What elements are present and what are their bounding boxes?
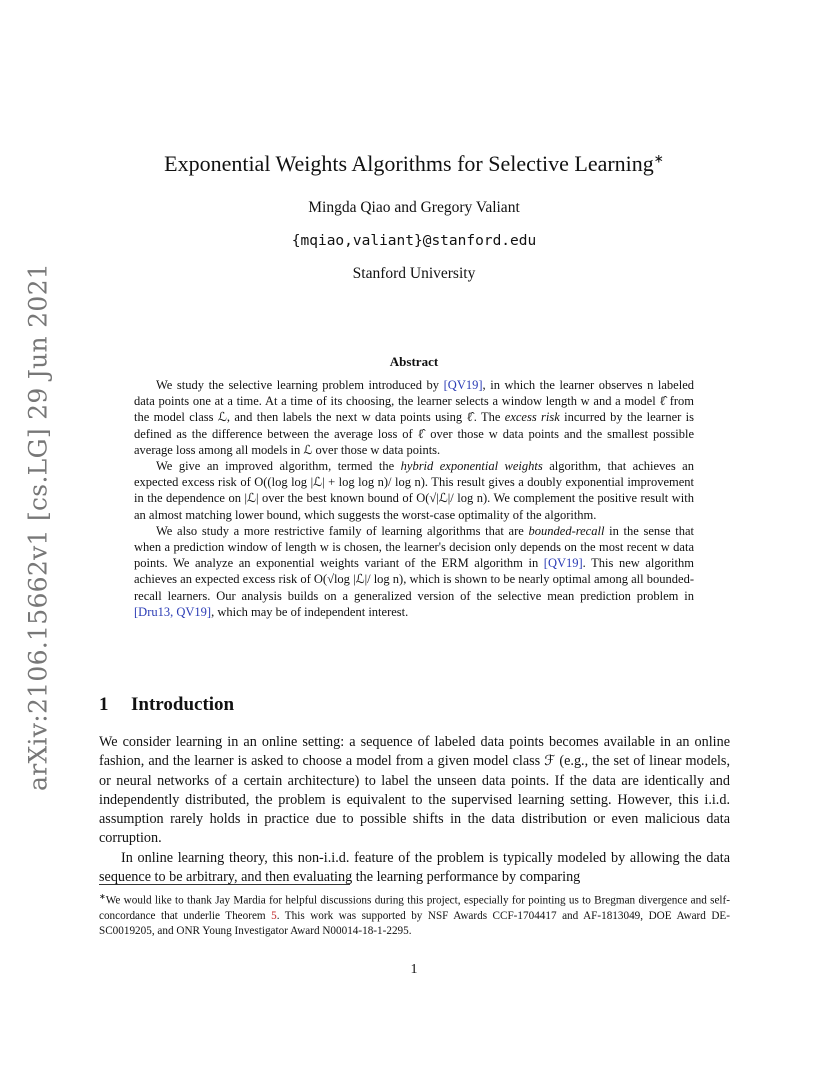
text: We also study a more restrictive family of learning algorithms that are xyxy=(156,523,529,538)
text: , in which the learner observes n labeled data points one at a time. At a time of its choosing, the learner selects a window length w and a model ℓ̂ from the model class ℒ, and then labels the next w data points using ℓ̂. The xyxy=(134,378,694,425)
paper-title xyxy=(0,151,828,177)
section-number: 1 xyxy=(99,694,109,715)
intro-paragraph-1: We consider learning in an online setting: a sequence of labeled data points becomes available in an online fashion, and the learner is asked to choose a model from a given model class ℱ (e.g., the set of linear models, or neural networks of a certain architecture) to label the unseen data points. If the data are identically and independently distributed, the problem is equivalent to the supervised learning setting. However, this i.i.d. assumption rarely holds in practice due to possible shifts in the data distribution or even malicious data corruption. xyxy=(99,734,730,847)
abstract-paragraph-1 xyxy=(134,377,694,458)
abstract-heading: Abstract xyxy=(389,354,439,369)
citation-link[interactable]: [Dru13, QV19] xyxy=(134,604,212,619)
author-email: {mqiao,valiant}@stanford.edu xyxy=(291,233,537,249)
theorem-reference-link[interactable]: 5 xyxy=(271,909,277,922)
citation-link[interactable]: [QV19] xyxy=(543,556,583,571)
text: We study the selective learning problem introduced by xyxy=(156,378,444,392)
page-number: 1 xyxy=(410,962,418,977)
emphasis: excess risk xyxy=(504,410,560,425)
text: algorithm, that achieves an expected excess risk of O((log log |ℒ| + log log n)/ log n). This result gives a doubly exponential improvement in the dependence on |ℒ| over the best known bound of O(√|ℒ|/ log n). We complement the positive result with an almost matching lower bound, which suggests the worst-case optimality of the algorithm. xyxy=(134,459,694,522)
emphasis: bounded-recall xyxy=(528,523,605,538)
citation-link[interactable]: [QV19] xyxy=(443,378,483,392)
text: . This work was supported by NSF Awards CCF-1704417 and AF-1813049, DOE Award DE-SC0019205, and ONR Young Investigator Award N00014-18-1-2295. xyxy=(99,909,730,937)
abstract-paragraph-2 xyxy=(134,458,694,523)
arxiv-identifier: arXiv:2106.15662v1 [cs.LG] 29 Jun 2021 xyxy=(23,262,53,792)
introduction-body xyxy=(99,733,730,887)
text: We would like to thank Jay Mardia for helpful discussions during this project, especially for pointing us to Bregman divergence and self-concordance that underlie Theorem xyxy=(99,894,730,922)
text: . This new algorithm achieves an expected excess risk of O(√log |ℒ|/ log n), which is shown to be nearly optimal among all bounded-recall learners. Our analysis builds on a generalized version of the selective mean prediction problem in xyxy=(134,556,694,603)
footnote-divider xyxy=(99,884,350,885)
footnote xyxy=(99,889,730,939)
text: incurred by the learner is defined as the difference between the average loss of ℓ̂ over those w data points and the smallest possible average loss among all models in ℒ over those w data points. xyxy=(134,410,694,457)
emphasis: hybrid exponential weights xyxy=(400,459,543,474)
section-title: Introduction xyxy=(131,694,235,715)
paper-title-text: Exponential Weights Algorithms for Selective Learning xyxy=(164,151,654,176)
abstract-paragraph-3 xyxy=(134,523,694,620)
text: , which may be of independent interest. xyxy=(211,604,409,619)
text: in the sense that when a prediction window of length w is chosen, the learner's decision only depends on the most recent w data points. We analyze an exponential weights variant of the ERM algorithm in xyxy=(134,523,694,571)
section-heading xyxy=(99,694,234,716)
affiliation: Stanford University xyxy=(352,265,476,282)
footnote-mark: ∗ xyxy=(99,892,106,901)
text: We give an improved algorithm, termed the xyxy=(156,459,401,474)
intro-paragraph-2: In online learning theory, this non-i.i.d. feature of the problem is typically modeled by allowing the data sequence to be arbitrary, and then evaluating the learning performance by comparing xyxy=(99,849,730,886)
abstract-body xyxy=(134,377,694,620)
authors: Mingda Qiao and Gregory Valiant xyxy=(308,199,520,216)
title-footnote-mark: ∗ xyxy=(653,151,664,166)
